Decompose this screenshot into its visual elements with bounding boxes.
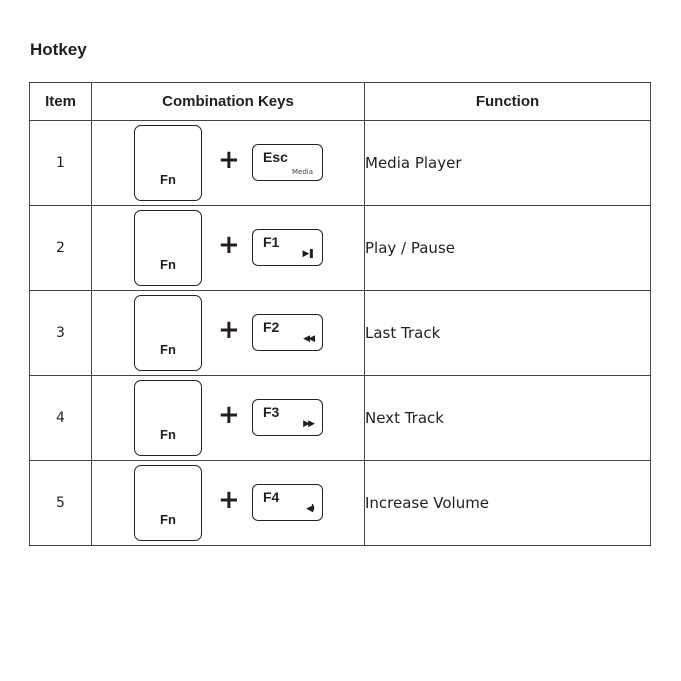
fn-key: [134, 465, 202, 541]
fn-key-label: Fn: [160, 172, 176, 187]
plus-sign: +: [218, 315, 240, 345]
f1-key: [252, 229, 323, 266]
play-pause-icon: ▶❚: [302, 249, 313, 259]
header-item: Item: [30, 83, 92, 121]
item-number: 3: [30, 291, 92, 376]
fn-key-label: Fn: [160, 512, 176, 527]
function-text: Increase Volume: [365, 461, 651, 546]
function-text: Media Player: [365, 121, 651, 206]
function-text: Next Track: [365, 376, 651, 461]
f3-key-label: F3: [263, 404, 280, 420]
fn-key: [134, 380, 202, 456]
fn-key: [134, 295, 202, 371]
item-number: 2: [30, 206, 92, 291]
plus-sign: +: [218, 400, 240, 430]
f1-key-label: F1: [263, 234, 280, 250]
hotkey-table: [29, 82, 651, 546]
function-text: Play / Pause: [365, 206, 651, 291]
combination-keys-cell: [92, 376, 365, 461]
volume-up-icon: ◀): [305, 504, 313, 514]
plus-sign: +: [218, 230, 240, 260]
table-row: [30, 206, 651, 291]
fn-key-label: Fn: [160, 427, 176, 442]
table-row: [30, 121, 651, 206]
item-number: 5: [30, 461, 92, 546]
table-row: [30, 376, 651, 461]
item-number: 1: [30, 121, 92, 206]
f2-key-label: F2: [263, 319, 280, 335]
function-text: Last Track: [365, 291, 651, 376]
item-number: 4: [30, 376, 92, 461]
page-title: Hotkey: [30, 40, 87, 59]
media-sublabel: Media: [292, 168, 314, 176]
table-row: [30, 461, 651, 546]
combination-keys-cell: [92, 461, 365, 546]
f3-key: [252, 399, 323, 436]
table-row: [30, 291, 651, 376]
fn-key-label: Fn: [160, 342, 176, 357]
esc-key-label: Esc: [263, 149, 288, 165]
next-track-icon: ▶▶: [303, 419, 313, 429]
f2-key: [252, 314, 323, 351]
previous-track-icon: ◀◀: [303, 334, 313, 344]
combination-keys-cell: [92, 206, 365, 291]
f4-key-label: F4: [263, 489, 280, 505]
fn-key-label: Fn: [160, 257, 176, 272]
combination-keys-cell: [92, 291, 365, 376]
fn-key: [134, 210, 202, 286]
f4-key: [252, 484, 323, 521]
plus-sign: +: [218, 145, 240, 175]
plus-sign: +: [218, 485, 240, 515]
fn-key: [134, 125, 202, 201]
combination-keys-cell: [92, 121, 365, 206]
header-function: Function: [365, 83, 651, 121]
header-combination-keys: Combination Keys: [92, 83, 365, 121]
table-header-row: [30, 83, 651, 121]
esc-key: [252, 144, 323, 181]
